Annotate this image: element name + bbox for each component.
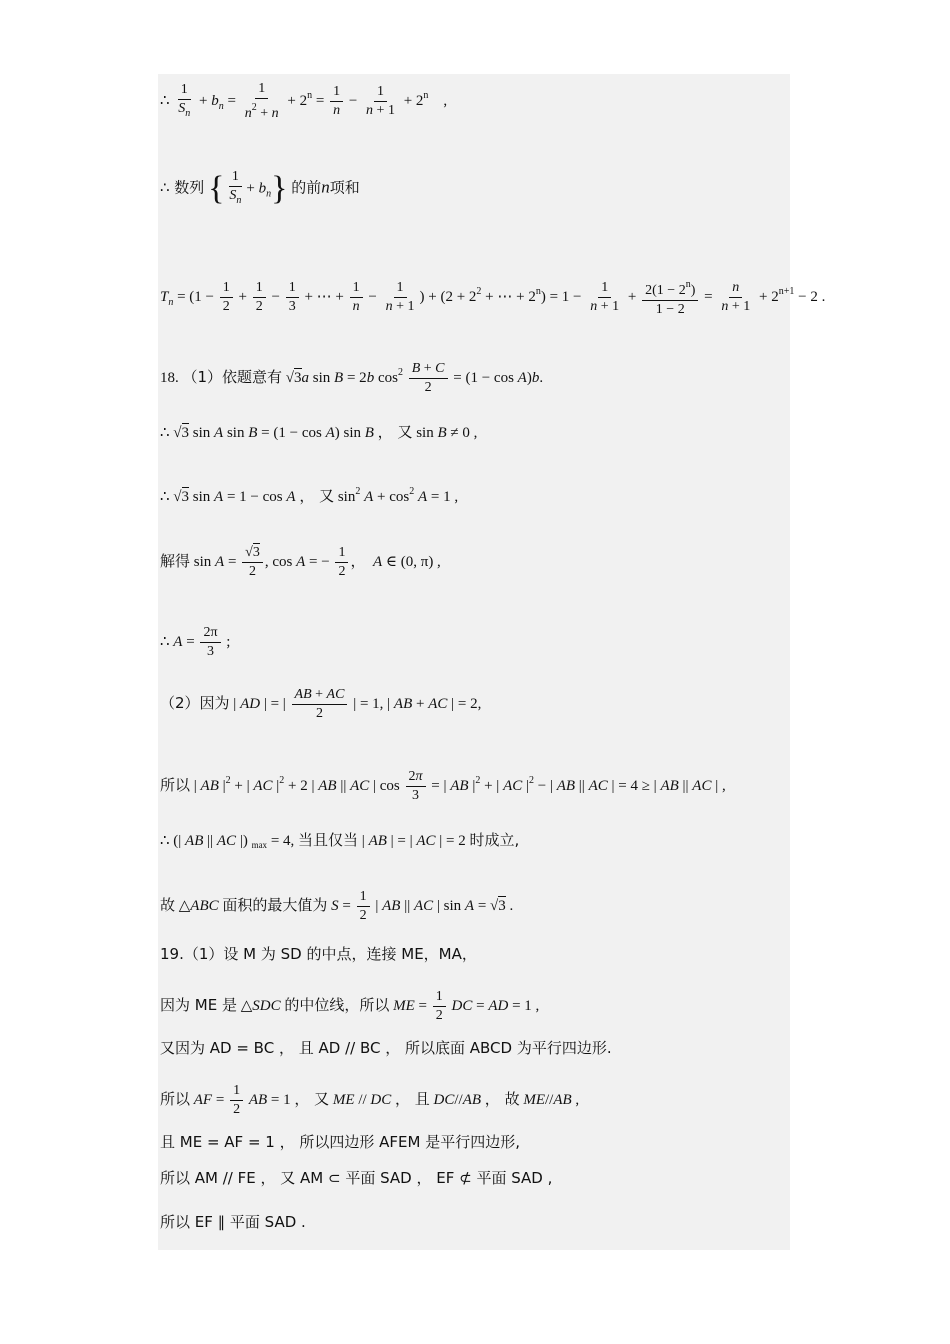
equation-line-6: ∴ √3 sin A = 1 − cos A ， 又 $\sin^2 A + \cos^2 A = 1$ , xyxy=(160,486,459,505)
equation-line-10: 所以 | AB $|^2$ + | AC $|^2 + 2$ | AB || AC | cos $\frac{2\pi}{3}$ = | AB $|^2$ + | AC $|^2$ − | AB || AC | = 4 ≥ | AB || AC | , xyxy=(160,769,726,803)
question-18-part1: 18. （1）依题意有 √3a sin B = 2b $\cos^2$ $\frac{B + C}{2}$ = (1 − cos A)b. xyxy=(160,361,544,395)
equation-line-7: 解得 sin A = $\frac{√3}{2}$ , cos A = − $\frac{1}{2}$ ， A ∈ (0, π) , xyxy=(160,545,441,579)
equation-line-5: ∴ √3 sin A sin B = (1 − cos A) sin B ， 又 sin B ≠ 0 , xyxy=(160,423,478,441)
equation-line-11: ∴ (| AB || AC |) $_{max}$ = 4, 当且仅当 | AB | = | AC | = 2 时成立, xyxy=(160,831,520,850)
equation-line-15: 又因为 AD = BC ， 且 AD // BC ， 所以底面 ABCD 为平行四边形. xyxy=(160,1039,612,1057)
sequence-sum-intro: ∴ 数列 { $\frac{1}{S_n}$ + $b_n$} 的前n项和 xyxy=(160,169,360,207)
document-page xyxy=(158,74,790,1250)
question-19-part1: 19.（1）设 M 为 SD 的中点，连接 ME，MA， xyxy=(160,945,477,963)
equation-line-8: ∴ A = $\frac{2\pi}{3}$ ; xyxy=(160,625,231,659)
equation-line-14: 因为 ME 是 △SDC 的中位线，所以 ME = $\frac{1}{2}$ DC = AD = 1 , xyxy=(160,989,540,1023)
equation-line-18: 所以 AM // FE ， 又 AM ⊂ 平面 SAD ， EF ⊄ 平面 SAD , xyxy=(160,1169,553,1187)
tn-formula: $T_n = (1$ − $\frac{1}{2}$ + $\frac{1}{2}$ − $\frac{1}{3}$ + ⋯ + $\frac{1}{n}$ − $\frac{1}{n + 1}$ ) + ($2 + 2^2$ + ⋯ + $2^n) = 1$ − $\frac{1}{n + 1}$ + $\frac{2(1 - 2^n)}{1 - 2}$ = $\frac{n}{n + 1}$ + $2^{n+1} - 2$ . xyxy=(160,276,825,319)
question-18-part2: （2）因为 | AD | = | $\frac{AB + AC}{2}$ | = 1, | AB + AC | = 2, xyxy=(160,687,482,721)
equation-line-12: 故 △ABC 面积的最大值为 S = $\frac{1}{2}$ | AB || AC | sin A = √3 . xyxy=(160,889,514,923)
equation-line-17: 且 ME = AF = 1 ， 所以四边形 AFEM 是平行四边形, xyxy=(160,1133,520,1151)
equation-line-19: 所以 EF ∥ 平面 SAD . xyxy=(160,1213,306,1231)
equation-line-16: 所以 AF = $\frac{1}{2}$ AB = 1 ， 又 ME // DC ， 且 DC//AB ， 故 ME//AB , xyxy=(160,1083,580,1117)
equation-line-1: ∴ $\frac{1}{S_n}$ + $b_n$ = $\frac{1}{n^2 + n}$ + $2^n$ = $\frac{1}{n}$ − $\frac{1}{n + 1}$ + $2^n$ , xyxy=(160,81,448,121)
